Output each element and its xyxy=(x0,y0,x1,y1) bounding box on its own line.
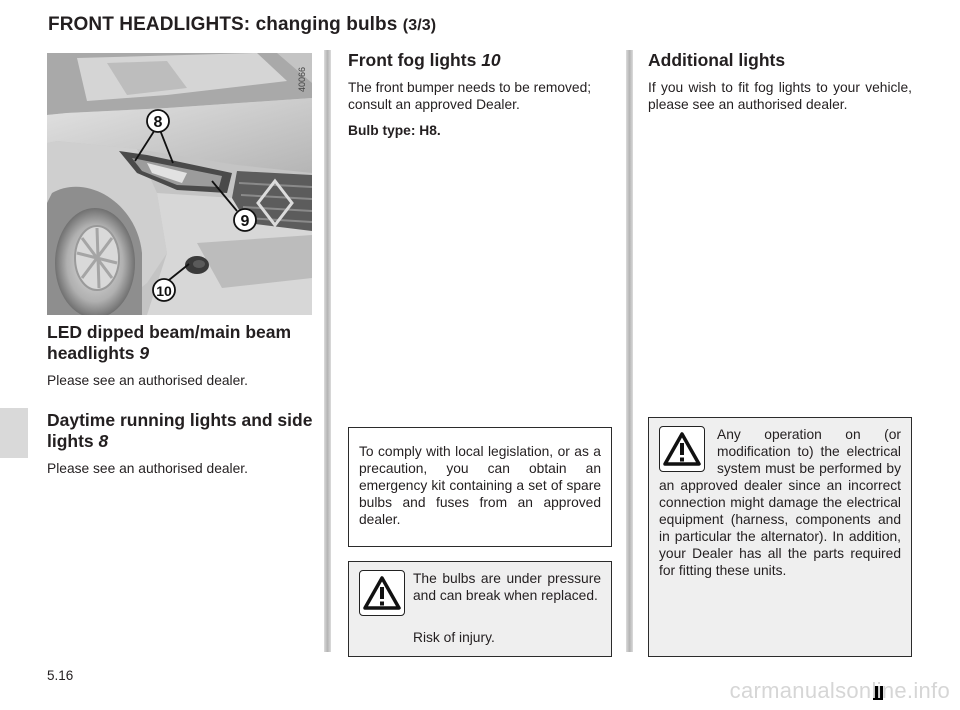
warning-risk: Risk of injury. xyxy=(413,630,495,645)
section-body: The front bumper needs to be removed; consult an approved Dealer. xyxy=(348,80,592,112)
section-led-headlights xyxy=(47,322,317,389)
section-heading: Additional lights xyxy=(648,50,786,70)
callout-9 xyxy=(234,209,256,231)
page-title-text: FRONT HEADLIGHTS: changing bulbs xyxy=(48,14,398,35)
section-heading-number: 8 xyxy=(98,431,109,451)
callout-9-label: 9 xyxy=(240,213,250,230)
section-body: Please see an authorised dealer. xyxy=(47,461,248,476)
warning-text: The bulbs are under pressure and can break when replaced. xyxy=(413,571,601,603)
section-front-fog-lights xyxy=(348,50,612,139)
section-body: If you wish to fit fog lights to your vehicle, please see an authorised dealer. xyxy=(648,80,912,112)
section-additional-lights xyxy=(648,50,912,113)
section-heading-text: LED dipped beam/main beam headlights xyxy=(47,322,292,363)
page-title-part: (3/3) xyxy=(402,17,437,34)
section-body: Please see an authorised dealer. xyxy=(47,373,248,388)
section-heading-text: Daytime running lights and side lights xyxy=(47,410,313,451)
watermark: carmanualsonline.info xyxy=(729,678,950,703)
headlight-illustration xyxy=(47,53,312,315)
bulb-pressure-warning xyxy=(348,561,612,657)
page-title xyxy=(48,14,436,36)
callout-10 xyxy=(153,279,175,301)
section-heading xyxy=(47,322,317,364)
warning-icon xyxy=(659,426,705,472)
section-heading xyxy=(348,50,612,71)
section-heading-text: Front fog lights xyxy=(348,50,477,70)
bulb-type: Bulb type: H8. xyxy=(348,123,441,138)
callout-8-label: 8 xyxy=(153,114,163,131)
page-number: 5.16 xyxy=(47,668,74,683)
column-divider-left xyxy=(324,50,331,652)
chapter-tab xyxy=(0,408,28,458)
callout-8 xyxy=(147,110,169,132)
warning-icon xyxy=(359,570,405,616)
section-heading-number: 9 xyxy=(139,343,150,363)
spare-kit-note xyxy=(348,427,612,547)
note-text: To comply with local legislation, or as a precaution, you can obtain an emergency kit containing a set of spare bulbs and fuses from an approved dealer. xyxy=(359,444,601,527)
callout-10-label: 10 xyxy=(156,283,172,299)
section-heading-number: 10 xyxy=(481,50,501,70)
column-divider-right xyxy=(626,50,633,652)
car-front-drawing xyxy=(47,53,312,315)
warning-text: Any operation on (or modification to) the electrical system must be performed by an approved dealer since an incorrect connection might damage the electrical equipment (harness, components and in particular the alternator). In addition, your Dealer has all the parts required for fitting these units. xyxy=(659,427,901,578)
electrical-warning xyxy=(648,417,912,657)
section-daytime-running-lights xyxy=(47,410,317,477)
section-heading xyxy=(47,410,317,452)
figure-id: 40066 xyxy=(297,66,307,92)
